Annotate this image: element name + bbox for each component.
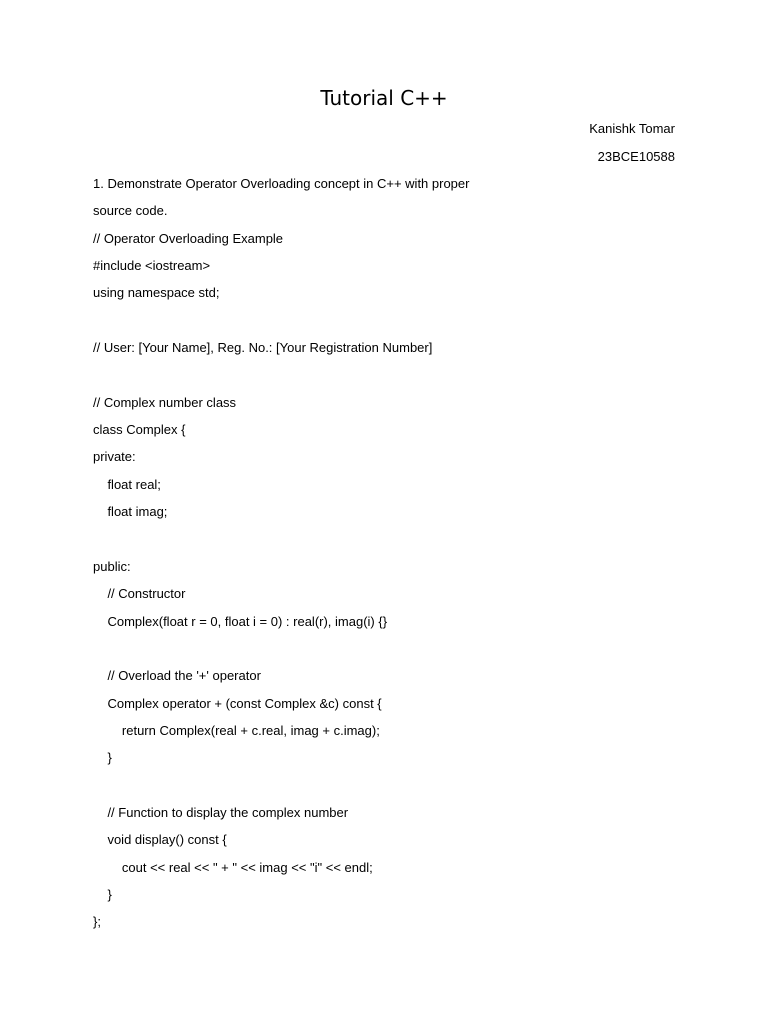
code-line — [93, 530, 693, 557]
document-body — [93, 175, 693, 941]
author-name: Kanishk Tomar — [589, 121, 675, 136]
question-line: source code. — [93, 203, 168, 219]
code-line: using namespace std; — [93, 285, 220, 301]
code-line: private: — [93, 449, 136, 465]
code-line — [93, 777, 693, 804]
code-line: Complex operator + (const Complex &c) const { — [93, 695, 382, 711]
code-line: // Overload the '+' operator — [93, 668, 261, 684]
code-line: } — [93, 750, 112, 766]
code-line: }; — [93, 914, 101, 930]
code-line — [93, 366, 693, 393]
code-line: // Function to display the complex number — [93, 804, 349, 820]
code-line: #include <iostream> — [93, 258, 211, 274]
code-line: return Complex(real + c.real, imag + c.imag); — [93, 722, 380, 738]
code-line — [93, 640, 693, 667]
code-line: // Operator Overloading Example — [93, 230, 284, 246]
code-line — [93, 312, 693, 339]
code-line: class Complex { — [93, 422, 186, 438]
code-line: void display() const { — [93, 832, 227, 848]
registration-number: 23BCE10588 — [597, 149, 675, 164]
code-line: public: — [93, 558, 131, 574]
code-line: cout << real << " + " << imag << "i" << endl; — [93, 859, 373, 875]
code-line: float real; — [93, 476, 161, 492]
question-line: 1. Demonstrate Operator Overloading concept in C++ with proper — [93, 176, 470, 191]
code-line: float imag; — [93, 504, 168, 520]
code-line: } — [93, 886, 112, 902]
code-line: // Constructor — [93, 586, 186, 602]
code-line: Complex(float r = 0, float i = 0) : real(r), imag(i) {} — [93, 613, 388, 629]
document-title: Tutorial C++ — [320, 86, 448, 110]
code-line: // User: [Your Name], Reg. No.: [Your Registration Number] — [93, 340, 433, 356]
code-line: // Complex number class — [93, 394, 237, 410]
